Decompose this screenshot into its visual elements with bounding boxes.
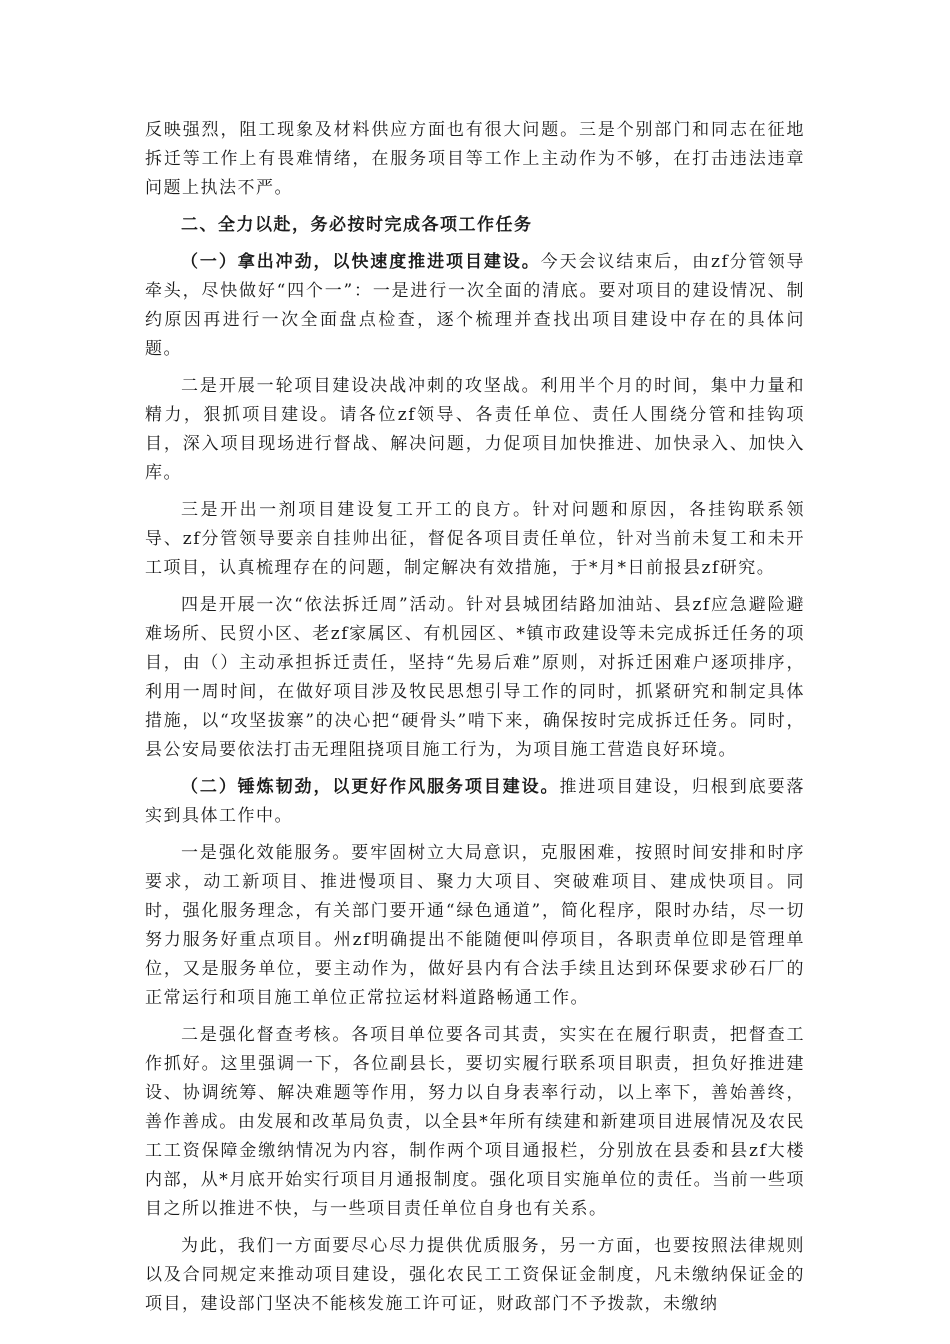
paragraph-continuation: 反映强烈，阻工现象及材料供应方面也有很大问题。三是个别部门和同志在征地拆迁等工作上有畏难情绪，在服务项目等工作上主动作为不够，在打击违法违章问题上执法不严。 [145, 120, 805, 198]
paragraph-therefore: 为此，我们一方面要尽心尽力提供优质服务，另一方面，也要按照法律规则以及合同规定来推动项目建设，强化农民工工资保证金制度，凡未缴纳保证金的项目，建设部门坚决不能核发施工许可证，财政部门不予拨款，未缴纳 [145, 1236, 805, 1314]
paragraph-subsection-1 [145, 248, 805, 364]
subsection-2-title: （二）锤炼韧劲，以更好作风服务项目建设。 [181, 777, 560, 797]
paragraph-efficiency-service: 一是强化效能服务。要牢固树立大局意识，克服困难，按照时间安排和时序要求，动工新项目、推进慢项目、聚力大项目、突破难项目、建成快项目。同时，强化服务理念，有关部门要开通“绿色通道”，简化程序，限时办结，尽一切努力服务好重点项目。州zf明确提出不能随便叫停项目，各职责单位即是管理单位，又是服务单位，要主动作为，做好县内有合法手续且达到环保要求砂石厂的正常运行和项目施工单位正常拉运材料道路畅通工作。 [145, 843, 805, 1008]
document-page [145, 116, 805, 1327]
paragraph-item-2: 二是开展一轮项目建设决战冲刺的攻坚战。利用半个月的时间，集中力量和精力，狠抓项目建设。请各位zf领导、各责任单位、责任人围绕分管和挂钩项目，深入项目现场进行督战、解决问题，力促项目加快推进、加快录入、加快入库。 [145, 376, 805, 483]
subsection-2-body: 推进项目建设，归根到底要落实到具体工作中。 [145, 777, 805, 826]
paragraph-supervision: 二是强化督查考核。各项目单位要各司其责，实实在在履行职责，把督查工作抓好。这里强调一下，各位副县长，要切实履行联系项目职责，担负好推进建设、协调统筹、解决难题等作用，努力以自身表率行动，以上率下，善始善终，善作善成。由发展和改革局负责，以全县*年所有续建和新建项目进展情况及农民工工资保障金缴纳情况为内容，制作两个项目通报栏，分别放在县委和县zf大楼内部，从*月底开始实行项目月通报制度。强化项目实施单位的责任。当前一些项目之所以推进不快，与一些项目责任单位自身也有关系。 [145, 1025, 805, 1219]
paragraph-item-4: 四是开展一次“依法拆迁周”活动。针对县城团结路加油站、县zf应急避险避难场所、民贸小区、老zf家属区、有机园区、*镇市政建设等未完成拆迁任务的项目，由（）主动承担拆迁责任，坚持“先易后难”原则，对拆迁困难户逐项排序，利用一周时间，在做好项目涉及牧民思想引导工作的同时，抓紧研究和制定具体措施，以“攻坚拔寨”的决心把“硬骨头”啃下来，确保按时完成拆迁任务。同时，县公安局要依法打击无理阻挠项目施工行为，为项目施工营造良好环境。 [145, 595, 805, 760]
paragraph-subsection-2 [145, 773, 805, 831]
subsection-1-body: 今天会议结束后，由zf分管领导牵头，尽快做好“四个一”：一是进行一次全面的清底。要对项目的建设情况、制约原因再进行一次全面盘点检查，逐个梳理并查找出项目建设中存在的具体问题。 [145, 252, 806, 359]
section-heading: 二、全力以赴，务必按时完成各项工作任务 [181, 215, 533, 235]
subsection-1-title: （一）拿出冲劲，以快速度推进项目建设。 [181, 252, 541, 272]
paragraph-item-3: 三是开出一剂项目建设复工开工的良方。针对问题和原因，各挂钩联系领导、zf分管领导要亲自挂帅出征，督促各项目责任单位，针对当前未复工和未开工项目，认真梳理存在的问题，制定解决有效措施，于*月*日前报县zf研究。 [145, 500, 805, 578]
